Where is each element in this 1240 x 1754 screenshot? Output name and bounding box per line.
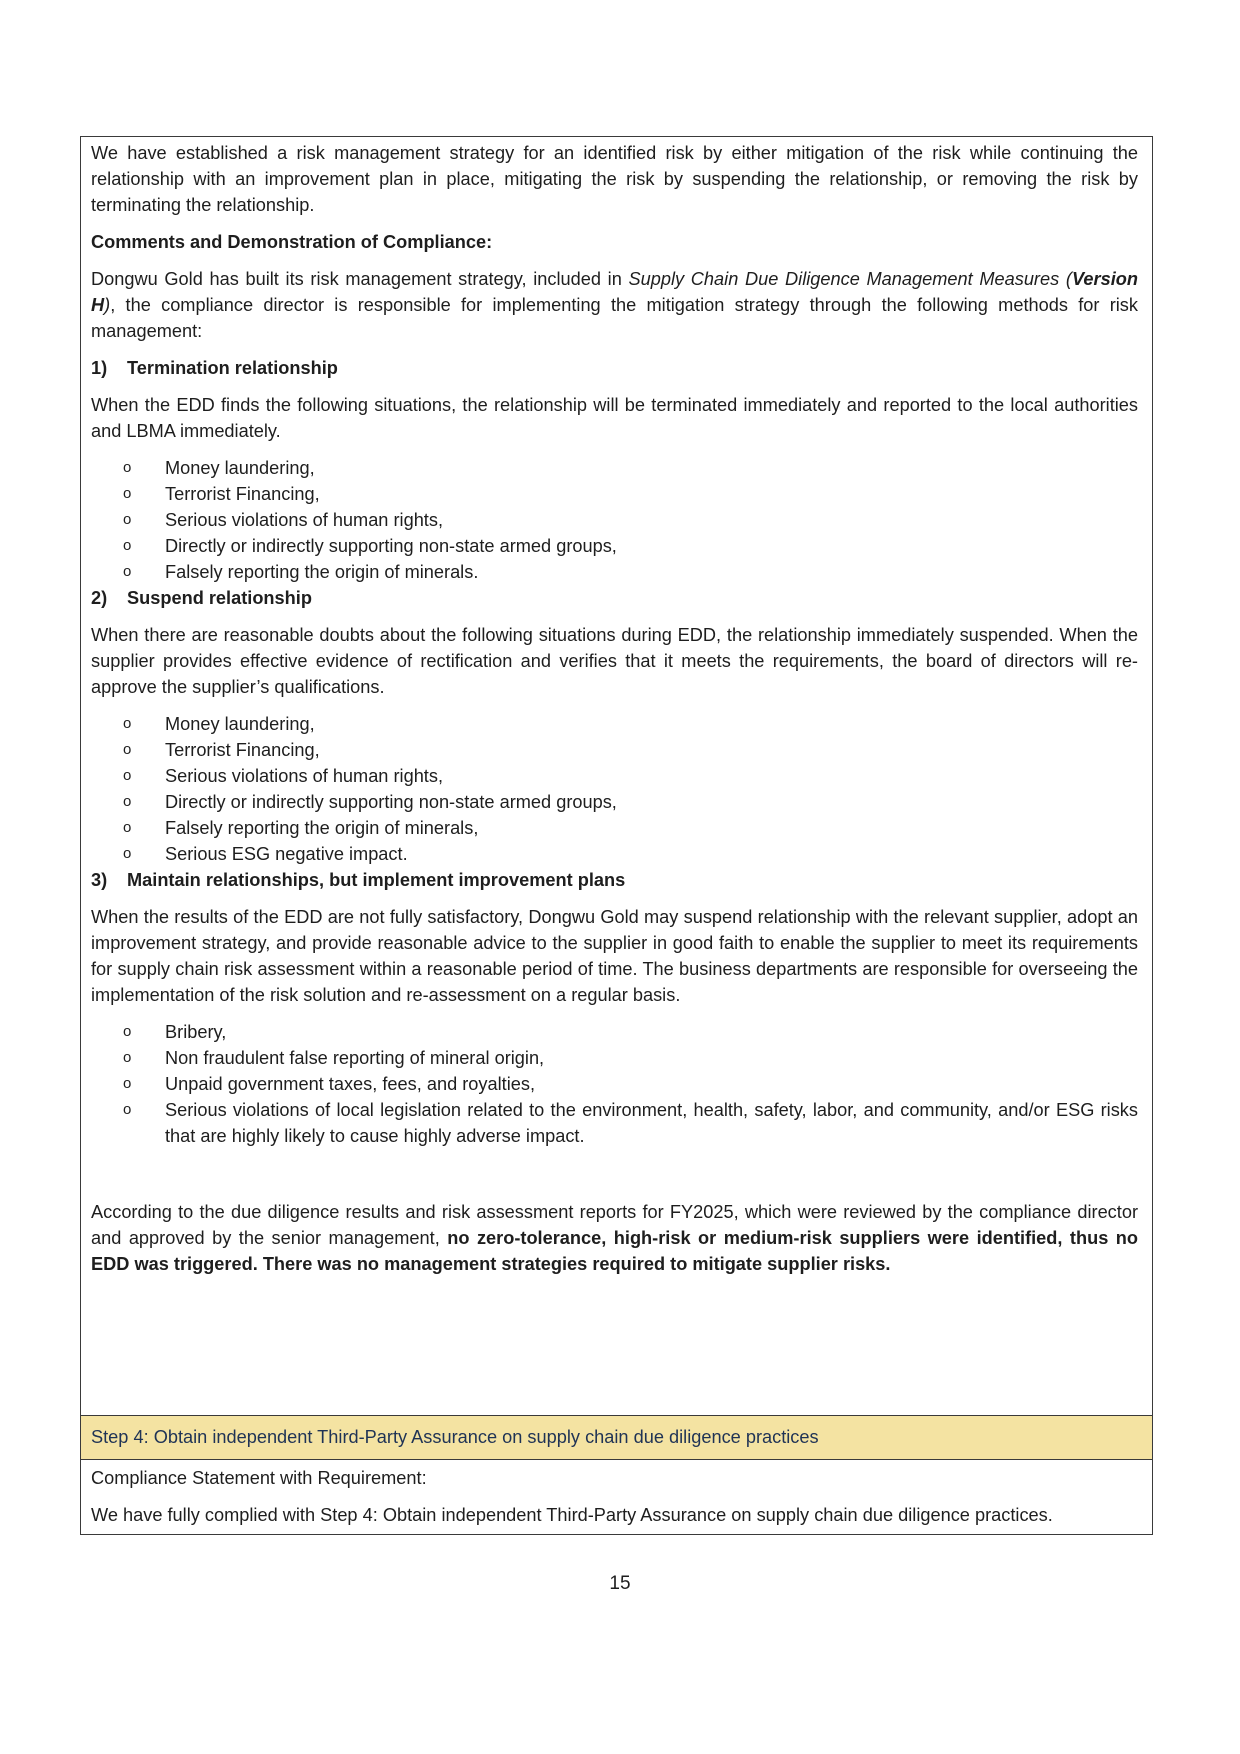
circle-bullet-icon: o <box>123 563 132 580</box>
circle-bullet-icon: o <box>123 741 132 758</box>
list-item: o Unpaid government taxes, fees, and royalties, <box>91 1071 1138 1097</box>
list-item: o Falsely reporting the origin of minerals, <box>91 815 1138 841</box>
circle-bullet-icon: o <box>123 845 132 862</box>
strategy-paragraph <box>91 266 1138 344</box>
list-item: o Terrorist Financing, <box>91 481 1138 507</box>
section-number: 2) <box>91 588 108 608</box>
circle-bullet-icon: o <box>123 1075 132 1092</box>
conclusion-paragraph <box>91 1199 1138 1277</box>
compliance-table <box>80 136 1153 1535</box>
section-title: Termination relationship <box>127 358 338 378</box>
circle-bullet-icon: o <box>123 715 132 732</box>
list-item: o Directly or indirectly supporting non-state armed groups, <box>91 789 1138 815</box>
intro-paragraph: We have established a risk management strategy for an identified risk by either mitigation of the risk while continuing the relationship with an improvement plan in place, mitigating the risk by suspending the relationship, or removing the risk by terminating the relationship. <box>91 143 1138 215</box>
section-title: Suspend relationship <box>127 588 312 608</box>
section-termination-heading <box>91 355 1138 381</box>
list-item: o Serious violations of local legislation related to the environment, health, safety, labor, and community, and/or ESG risks that are highly likely to cause highly adverse impact. <box>91 1097 1138 1149</box>
list-item: o Money laundering, <box>91 711 1138 737</box>
list-item: o Falsely reporting the origin of minerals. <box>91 559 1138 585</box>
circle-bullet-icon: o <box>123 485 132 502</box>
section-improvement-heading <box>91 867 1138 893</box>
comments-heading: Comments and Demonstration of Compliance: <box>91 232 493 252</box>
circle-bullet-icon: o <box>123 1049 132 1066</box>
conclusion-emphasis: no zero-tolerance, high-risk or medium-risk suppliers were identified, thus no EDD was triggered. There was no management strategies required to mitigate supplier risks. <box>91 1228 1139 1274</box>
step3-content-cell <box>81 137 1152 1416</box>
list-item: o Serious violations of human rights, <box>91 763 1138 789</box>
step4-header: Step 4: Obtain independent Third-Party Assurance on supply chain due diligence practices <box>81 1416 1152 1460</box>
section-number: 1) <box>91 358 108 378</box>
circle-bullet-icon: o <box>123 511 132 528</box>
page-number: 15 <box>609 1573 631 1594</box>
circle-bullet-icon: o <box>123 819 132 836</box>
spacer <box>91 1149 1138 1199</box>
circle-bullet-icon: o <box>123 1023 132 1040</box>
list-item: o Bribery, <box>91 1019 1138 1045</box>
list-item: o Serious violations of human rights, <box>91 507 1138 533</box>
section-improvement-description: When the results of the EDD are not fully satisfactory, Dongwu Gold may suspend relationship with the relevant supplier, adopt an improvement strategy, and provide reasonable advice to the supplier in good faith to enable the supplier to meet its requirements for supply chain risk assessment within a reasonable period of time. The business departments are responsible for overseeing the implementation of the risk solution and re-assessment on a regular basis. <box>91 907 1138 1005</box>
section-suspend-heading <box>91 585 1138 611</box>
circle-bullet-icon: o <box>123 793 132 810</box>
circle-bullet-icon: o <box>123 459 132 476</box>
circle-bullet-icon: o <box>123 537 132 554</box>
document-version: Version H <box>91 269 1138 315</box>
suspend-list <box>91 711 1138 867</box>
compliance-statement: We have fully complied with Step 4: Obtain independent Third-Party Assurance on supply chain due diligence practices. <box>91 1505 1053 1525</box>
section-termination-description: When the EDD finds the following situations, the relationship will be terminated immediately and reported to the local authorities and LBMA immediately. <box>91 395 1138 441</box>
version-close: ) <box>104 295 111 315</box>
list-item: o Non fraudulent false reporting of mineral origin, <box>91 1045 1138 1071</box>
circle-bullet-icon: o <box>123 1101 132 1118</box>
section-number: 3) <box>91 870 108 890</box>
list-item: o Money laundering, <box>91 455 1138 481</box>
list-item: o Serious ESG negative impact. <box>91 841 1138 867</box>
section-suspend-description: When there are reasonable doubts about the following situations during EDD, the relationship immediately suspended. When the supplier provides effective evidence of rectification and verifies that it meets the requirements, the board of directors will re-approve the supplier’s qualifications. <box>91 625 1138 697</box>
strategy-lead: Dongwu Gold has built its risk management strategy, included in <box>91 269 629 289</box>
step4-body <box>81 1460 1152 1534</box>
strategy-tail: , the compliance director is responsible for implementing the mitigation strategy through the following methods for risk management: <box>91 295 1138 341</box>
list-item: o Directly or indirectly supporting non-state armed groups, <box>91 533 1138 559</box>
version-open: ( <box>1059 269 1072 289</box>
circle-bullet-icon: o <box>123 767 132 784</box>
conclusion-lead: According to the due diligence results and risk assessment reports for FY2025, which were reviewed by the compliance director and approved by the senior management, <box>91 1202 1138 1248</box>
list-item: o Terrorist Financing, <box>91 737 1138 763</box>
document-title: Supply Chain Due Diligence Management Measures <box>628 269 1060 289</box>
improvement-list <box>91 1019 1138 1149</box>
section-title: Maintain relationships, but implement improvement plans <box>127 870 626 890</box>
compliance-statement-label: Compliance Statement with Requirement: <box>91 1468 427 1488</box>
termination-list <box>91 455 1138 585</box>
